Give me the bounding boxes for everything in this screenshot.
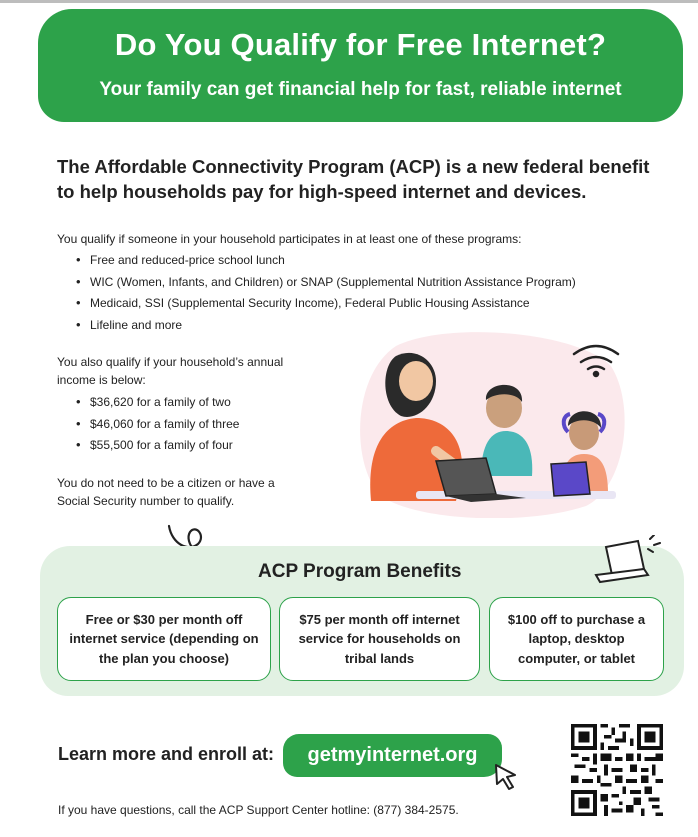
intro-text: The Affordable Connectivity Program (ACP) is a new federal benefit to help households pay for high-speed internet and devices. <box>57 156 650 202</box>
list-item: • Lifeline and more <box>76 316 576 338</box>
list-item: • $36,620 for a family of two <box>76 393 239 415</box>
footer-hotline: If you have questions, call the ACP Support Center hotline: (877) 384-2575. <box>58 803 459 817</box>
programs-lead: You qualify if someone in your household participates in at least one of these programs: <box>57 232 522 246</box>
income-list <box>76 393 239 458</box>
list-item: • Free and reduced-price school lunch <box>76 251 576 273</box>
income-lead: You also qualify if your household’s annual income is below: <box>57 355 284 387</box>
benefit-card: $100 off to purchase a laptop, desktop computer, or tablet <box>489 597 664 681</box>
citizen-note: You do not need to be a citizen or have a Social Security number to qualify. <box>57 476 275 508</box>
enroll-link[interactable]: getmyinternet.org <box>283 734 502 777</box>
laptop-sparkle-icon <box>592 535 664 587</box>
benefits-title: ACP Program Benefits <box>258 561 462 582</box>
benefit-card: $75 per month off internet service for households on tribal lands <box>279 597 480 681</box>
top-rule <box>0 0 698 3</box>
page-title: Do You Qualify for Free Internet? <box>114 27 607 62</box>
programs-list <box>76 251 576 337</box>
page-subtitle: Your family can get financial help for fast, reliable internet <box>99 79 622 100</box>
list-item: • $46,060 for a family of three <box>76 415 239 437</box>
cursor-icon <box>493 762 521 792</box>
qr-code[interactable] <box>571 724 663 816</box>
family-laptop-illustration <box>356 326 626 518</box>
enroll-label: Learn more and enroll at: <box>58 744 275 764</box>
tablet-icon <box>551 462 590 496</box>
benefit-card: Free or $30 per month off internet service (depending on the plan you choose) <box>57 597 271 681</box>
list-item: • $55,500 for a family of four <box>76 436 239 458</box>
header-banner <box>38 9 683 122</box>
list-item: • WIC (Women, Infants, and Children) or SNAP (Supplemental Nutrition Assistance Program) <box>76 273 576 295</box>
list-item: • Medicaid, SSI (Supplemental Security Income), Federal Public Housing Assistance <box>76 294 576 316</box>
